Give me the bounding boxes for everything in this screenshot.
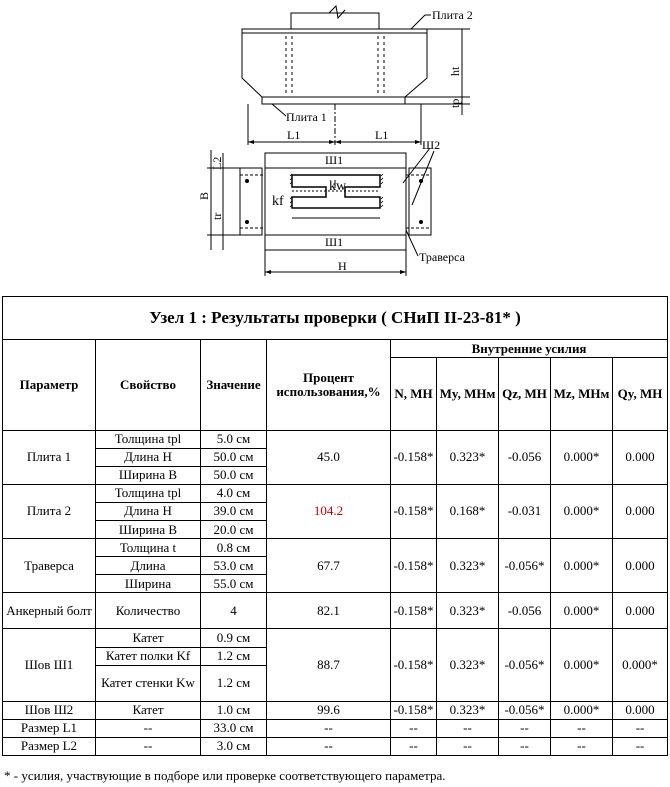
row-qy: --: [613, 719, 668, 737]
sh1-bottom-label: Ш1: [325, 235, 344, 249]
row-qy: --: [613, 737, 668, 755]
header-n: N, МН: [391, 358, 437, 430]
row-my: 0.323*: [437, 539, 499, 593]
header-property: Свойство: [96, 340, 201, 430]
row-property: --: [96, 737, 201, 755]
row-param: Траверса: [3, 539, 96, 593]
row-value: 0.9 см: [201, 629, 267, 647]
row-value: 4: [201, 593, 267, 629]
row-qz: -0.056: [499, 430, 551, 484]
footnote: * - усилия, участвующие в подборе или проверке соответствующего параметра.: [4, 768, 446, 783]
row-qz: -0.056*: [499, 539, 551, 593]
row-value: 1.2 см: [201, 647, 267, 665]
row-mz: 0.000*: [551, 539, 613, 593]
row-qy: 0.000: [613, 593, 668, 629]
row-property: Катет полки Kf: [96, 647, 201, 665]
row-param: Анкерный болт: [3, 593, 96, 629]
row-n: -0.158*: [391, 701, 437, 719]
header-qy: Qy, МН: [613, 358, 668, 430]
row-qz: -0.031: [499, 484, 551, 538]
row-param: Плита 2: [3, 484, 96, 538]
header-mz: Mz, МНм: [551, 358, 613, 430]
header-percent: Процент использования,%: [267, 340, 391, 430]
row-n: --: [391, 719, 437, 737]
row-param: Шов Ш2: [3, 701, 96, 719]
kw-label: kw: [329, 179, 347, 194]
row-percent: 82.1: [267, 593, 391, 629]
row-value: 53.0 см: [201, 557, 267, 575]
row-property: Толщина tpl: [96, 430, 201, 448]
row-qz: --: [499, 719, 551, 737]
table-row: [3, 719, 668, 737]
row-qy: 0.000*: [613, 629, 668, 701]
row-property: Длина H: [96, 502, 201, 520]
row-percent: 67.7: [267, 539, 391, 593]
row-property: Катет: [96, 701, 201, 719]
row-property: Длина H: [96, 448, 201, 466]
row-value: 50.0 см: [201, 448, 267, 466]
node-drawing: [0, 0, 670, 295]
row-percent: --: [267, 737, 391, 755]
row-mz: --: [551, 719, 613, 737]
sh2-label: Ш2: [422, 138, 441, 152]
row-value: 20.0 см: [201, 520, 267, 538]
row-qz: --: [499, 737, 551, 755]
header-my: My, МНм: [437, 358, 499, 430]
row-mz: 0.000*: [551, 701, 613, 719]
row-qy: 0.000: [613, 701, 668, 719]
row-percent: 88.7: [267, 629, 391, 701]
row-param: Размер L1: [3, 719, 96, 737]
row-n: -0.158*: [391, 539, 437, 593]
row-value: 39.0 см: [201, 502, 267, 520]
header-forces: Внутренние усилия: [391, 340, 668, 358]
row-qz: -0.056*: [499, 629, 551, 701]
table-row: [3, 430, 668, 448]
row-mz: --: [551, 737, 613, 755]
kf-label: kf: [272, 194, 284, 209]
row-param: Размер L2: [3, 737, 96, 755]
row-value: 5.0 см: [201, 430, 267, 448]
row-mz: 0.000*: [551, 430, 613, 484]
row-mz: 0.000*: [551, 484, 613, 538]
row-my: 0.323*: [437, 593, 499, 629]
row-param: Шов Ш1: [3, 629, 96, 701]
traverse-label: Траверса: [419, 250, 465, 264]
row-n: -0.158*: [391, 629, 437, 701]
table-row: [3, 737, 668, 755]
row-value: 4.0 см: [201, 484, 267, 502]
l2-label: L2: [210, 156, 224, 170]
row-property: Длина: [96, 557, 201, 575]
header-param: Параметр: [3, 340, 96, 430]
row-my: --: [437, 719, 499, 737]
plate2-label: Плита 2: [432, 8, 473, 22]
row-percent: 99.6: [267, 701, 391, 719]
table-row: [3, 629, 668, 647]
row-value: 50.0 см: [201, 466, 267, 484]
row-qy: 0.000: [613, 430, 668, 484]
row-my: --: [437, 737, 499, 755]
row-property: Количество: [96, 593, 201, 629]
row-my: 0.168*: [437, 484, 499, 538]
row-value: 1.0 см: [201, 701, 267, 719]
row-percent: 45.0: [267, 430, 391, 484]
row-property: Ширина B: [96, 520, 201, 538]
row-property: Катет стенки Kw: [96, 665, 201, 701]
row-n: -0.158*: [391, 593, 437, 629]
row-value: 33.0 см: [201, 719, 267, 737]
results-table: [2, 296, 668, 756]
row-percent: --: [267, 719, 391, 737]
row-my: 0.323*: [437, 701, 499, 719]
row-n: --: [391, 737, 437, 755]
header-qz: Qz, МН: [499, 358, 551, 430]
row-value: 55.0 см: [201, 575, 267, 593]
row-property: --: [96, 719, 201, 737]
row-n: -0.158*: [391, 484, 437, 538]
row-value: 0.8 см: [201, 539, 267, 557]
row-qy: 0.000: [613, 484, 668, 538]
table-row: [3, 701, 668, 719]
row-property: Ширина B: [96, 466, 201, 484]
tp-label: tp: [448, 98, 462, 108]
header-value: Значение: [201, 340, 267, 430]
row-param: Плита 1: [3, 430, 96, 484]
row-n: -0.158*: [391, 430, 437, 484]
tr-label: tr: [210, 212, 224, 220]
table-row: [3, 593, 668, 629]
row-property: Катет: [96, 629, 201, 647]
row-my: 0.323*: [437, 430, 499, 484]
l1-right-label: L1: [375, 128, 389, 142]
table-row: [3, 484, 668, 502]
sh1-top-label: Ш1: [325, 153, 344, 167]
row-property: Ширина: [96, 575, 201, 593]
ht-label: ht: [448, 66, 462, 76]
table-title: Узел 1 : Результаты проверки ( СНиП II-23-81* ): [3, 297, 668, 340]
plate1-label: Плита 1: [286, 110, 327, 124]
row-qz: -0.056*: [499, 701, 551, 719]
row-qy: 0.000: [613, 539, 668, 593]
row-my: 0.323*: [437, 629, 499, 701]
row-mz: 0.000*: [551, 593, 613, 629]
row-value: 1.2 см: [201, 665, 267, 701]
row-property: Толщина t: [96, 539, 201, 557]
row-qz: -0.056: [499, 593, 551, 629]
b-label: B: [197, 191, 211, 200]
h-label: H: [338, 259, 347, 273]
table-row: [3, 539, 668, 557]
row-property: Толщина tpl: [96, 484, 201, 502]
row-value: 3.0 см: [201, 737, 267, 755]
row-percent: 104.2: [267, 484, 391, 538]
l1-left-label: L1: [287, 128, 301, 142]
row-mz: 0.000*: [551, 629, 613, 701]
